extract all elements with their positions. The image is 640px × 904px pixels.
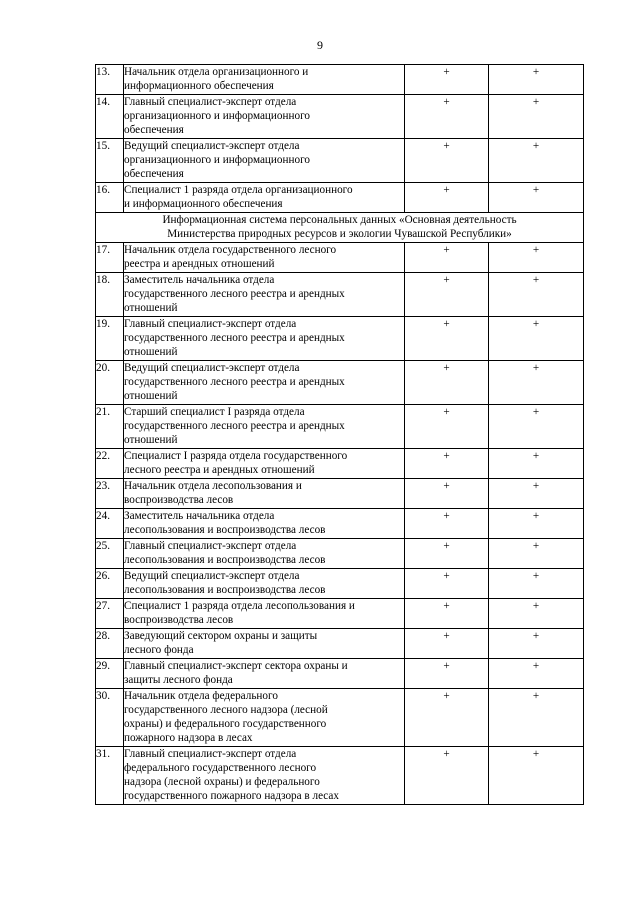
position-title-line: охраны) и федерального государственного xyxy=(124,718,327,730)
access-mark-column-2: + xyxy=(489,539,584,569)
access-mark-column-2: + xyxy=(489,361,584,405)
row-number: 15. xyxy=(96,139,124,183)
row-number: 28. xyxy=(96,629,124,659)
position-title-line: Начальник отдела организационного и xyxy=(124,66,309,78)
access-mark-column-1: + xyxy=(405,183,489,213)
row-number: 17. xyxy=(96,243,124,273)
position-title-line: Ведущий специалист-эксперт отдела xyxy=(124,570,300,582)
access-mark-column-2: + xyxy=(489,95,584,139)
position-title-line: Начальник отдела лесопользования и xyxy=(124,480,302,492)
row-number: 19. xyxy=(96,317,124,361)
position-title xyxy=(124,405,405,449)
position-title-line: лесопользования и воспроизводства лесов xyxy=(124,524,326,536)
position-title-line: защиты лесного фонда xyxy=(124,674,233,686)
row-number: 16. xyxy=(96,183,124,213)
position-title-line: государственного пожарного надзора в лесах xyxy=(124,790,339,802)
table-row xyxy=(96,139,584,183)
row-number: 24. xyxy=(96,509,124,539)
position-title xyxy=(124,139,405,183)
section-header-row xyxy=(96,213,584,243)
access-mark-column-2: + xyxy=(489,659,584,689)
position-title-line: Заместитель начальника отдела xyxy=(124,274,275,286)
access-mark-column-1: + xyxy=(405,317,489,361)
position-title xyxy=(124,569,405,599)
position-title-line: государственного лесного надзора (лесной xyxy=(124,704,328,716)
position-title-line: Главный специалист-эксперт отдела xyxy=(124,318,297,330)
position-title-line: Специалист 1 разряда отдела лесопользования и xyxy=(124,600,355,612)
access-mark-column-1: + xyxy=(405,273,489,317)
position-title-line: надзора (лесной охраны) и федерального xyxy=(124,776,320,788)
position-title-line: пожарного надзора в лесах xyxy=(124,732,253,744)
access-mark-column-1: + xyxy=(405,65,489,95)
access-mark-column-1: + xyxy=(405,689,489,747)
row-number: 31. xyxy=(96,747,124,805)
table-row xyxy=(96,405,584,449)
position-title-line: государственного лесного реестра и арендных xyxy=(124,420,345,432)
position-title xyxy=(124,509,405,539)
access-mark-column-1: + xyxy=(405,539,489,569)
position-title-line: лесного фонда xyxy=(124,644,194,656)
position-title-line: лесного реестра и арендных отношений xyxy=(124,464,315,476)
access-mark-column-2: + xyxy=(489,139,584,183)
position-title xyxy=(124,747,405,805)
positions-table xyxy=(95,64,584,805)
row-number: 29. xyxy=(96,659,124,689)
position-title xyxy=(124,659,405,689)
page-number: 9 xyxy=(317,38,323,52)
table-row xyxy=(96,479,584,509)
table-row xyxy=(96,317,584,361)
position-title xyxy=(124,243,405,273)
table-row xyxy=(96,95,584,139)
position-title xyxy=(124,479,405,509)
position-title-line: государственного лесного реестра и арендных xyxy=(124,288,345,300)
table-row xyxy=(96,243,584,273)
position-title xyxy=(124,273,405,317)
access-mark-column-2: + xyxy=(489,273,584,317)
position-title-line: Ведущий специалист-эксперт отдела xyxy=(124,140,300,152)
position-title-line: Главный специалист-эксперт отдела xyxy=(124,748,297,760)
table-row xyxy=(96,629,584,659)
position-title-line: Ведущий специалист-эксперт отдела xyxy=(124,362,300,374)
row-number: 26. xyxy=(96,569,124,599)
access-mark-column-1: + xyxy=(405,509,489,539)
table-row xyxy=(96,599,584,629)
table-row xyxy=(96,273,584,317)
position-title-line: Начальник отдела федерального xyxy=(124,690,278,702)
position-title xyxy=(124,449,405,479)
position-title-line: государственного лесного реестра и арендных xyxy=(124,376,345,388)
position-title-line: Начальник отдела государственного лесного xyxy=(124,244,337,256)
position-title-line: и информационного обеспечения xyxy=(124,198,283,210)
position-title xyxy=(124,183,405,213)
row-number: 13. xyxy=(96,65,124,95)
table-row xyxy=(96,509,584,539)
access-mark-column-2: + xyxy=(489,65,584,95)
position-title-line: отношений xyxy=(124,346,178,358)
access-mark-column-1: + xyxy=(405,747,489,805)
row-number: 21. xyxy=(96,405,124,449)
position-title xyxy=(124,539,405,569)
access-mark-column-1: + xyxy=(405,599,489,629)
position-title-line: реестра и арендных отношений xyxy=(124,258,275,270)
access-mark-column-1: + xyxy=(405,449,489,479)
table-row xyxy=(96,65,584,95)
position-title-line: лесопользования и воспроизводства лесов xyxy=(124,554,326,566)
access-mark-column-2: + xyxy=(489,449,584,479)
row-number: 23. xyxy=(96,479,124,509)
position-title-line: отношений xyxy=(124,390,178,402)
access-mark-column-1: + xyxy=(405,479,489,509)
position-title xyxy=(124,599,405,629)
access-mark-column-2: + xyxy=(489,317,584,361)
table-row xyxy=(96,747,584,805)
row-number: 22. xyxy=(96,449,124,479)
access-mark-column-2: + xyxy=(489,689,584,747)
access-mark-column-2: + xyxy=(489,183,584,213)
access-mark-column-1: + xyxy=(405,243,489,273)
position-title-line: организационного и информационного xyxy=(124,110,310,122)
position-title-line: Старший специалист I разряда отдела xyxy=(124,406,305,418)
row-number: 14. xyxy=(96,95,124,139)
table-row xyxy=(96,361,584,405)
access-mark-column-1: + xyxy=(405,361,489,405)
position-title-line: организационного и информационного xyxy=(124,154,310,166)
row-number: 27. xyxy=(96,599,124,629)
row-number: 30. xyxy=(96,689,124,747)
position-title-line: информационного обеспечения xyxy=(124,80,274,92)
position-title xyxy=(124,65,405,95)
position-title xyxy=(124,95,405,139)
row-number: 25. xyxy=(96,539,124,569)
position-title-line: отношений xyxy=(124,434,178,446)
position-title-line: Главный специалист-эксперт отдела xyxy=(124,96,297,108)
position-title-line: Специалист 1 разряда отдела организационного xyxy=(124,184,353,196)
position-title-line: лесопользования и воспроизводства лесов xyxy=(124,584,326,596)
position-title-line: отношений xyxy=(124,302,178,314)
position-title-line: государственного лесного реестра и арендных xyxy=(124,332,345,344)
position-title-line: обеспечения xyxy=(124,124,184,136)
access-mark-column-1: + xyxy=(405,569,489,599)
position-title xyxy=(124,361,405,405)
access-mark-column-2: + xyxy=(489,569,584,599)
table-row xyxy=(96,569,584,599)
table-row xyxy=(96,449,584,479)
position-title xyxy=(124,629,405,659)
access-mark-column-1: + xyxy=(405,629,489,659)
position-title-line: Специалист I разряда отдела государственного xyxy=(124,450,348,462)
section-title-line: Министерства природных ресурсов и экологии Чувашской Республики» xyxy=(167,228,512,240)
access-mark-column-2: + xyxy=(489,599,584,629)
access-mark-column-2: + xyxy=(489,747,584,805)
row-number: 18. xyxy=(96,273,124,317)
access-mark-column-2: + xyxy=(489,509,584,539)
position-title-line: обеспечения xyxy=(124,168,184,180)
positions-table-body xyxy=(96,65,584,805)
table-row xyxy=(96,539,584,569)
table-row xyxy=(96,183,584,213)
position-title-line: воспроизводства лесов xyxy=(124,614,234,626)
access-mark-column-1: + xyxy=(405,405,489,449)
position-title-line: Главный специалист-эксперт сектора охраны и xyxy=(124,660,348,672)
access-mark-column-2: + xyxy=(489,479,584,509)
position-title-line: федерального государственного лесного xyxy=(124,762,317,774)
position-title-line: Главный специалист-эксперт отдела xyxy=(124,540,297,552)
access-mark-column-1: + xyxy=(405,139,489,183)
access-mark-column-2: + xyxy=(489,629,584,659)
position-title-line: Заместитель начальника отдела xyxy=(124,510,275,522)
access-mark-column-2: + xyxy=(489,405,584,449)
section-title xyxy=(96,213,584,243)
access-mark-column-1: + xyxy=(405,659,489,689)
table-row xyxy=(96,659,584,689)
position-title-line: воспроизводства лесов xyxy=(124,494,234,506)
position-title-line: Заведующий сектором охраны и защиты xyxy=(124,630,318,642)
section-title-line: Информационная система персональных данных «Основная деятельность xyxy=(162,214,517,226)
row-number: 20. xyxy=(96,361,124,405)
position-title xyxy=(124,317,405,361)
access-mark-column-1: + xyxy=(405,95,489,139)
position-title xyxy=(124,689,405,747)
access-mark-column-2: + xyxy=(489,243,584,273)
table-row xyxy=(96,689,584,747)
